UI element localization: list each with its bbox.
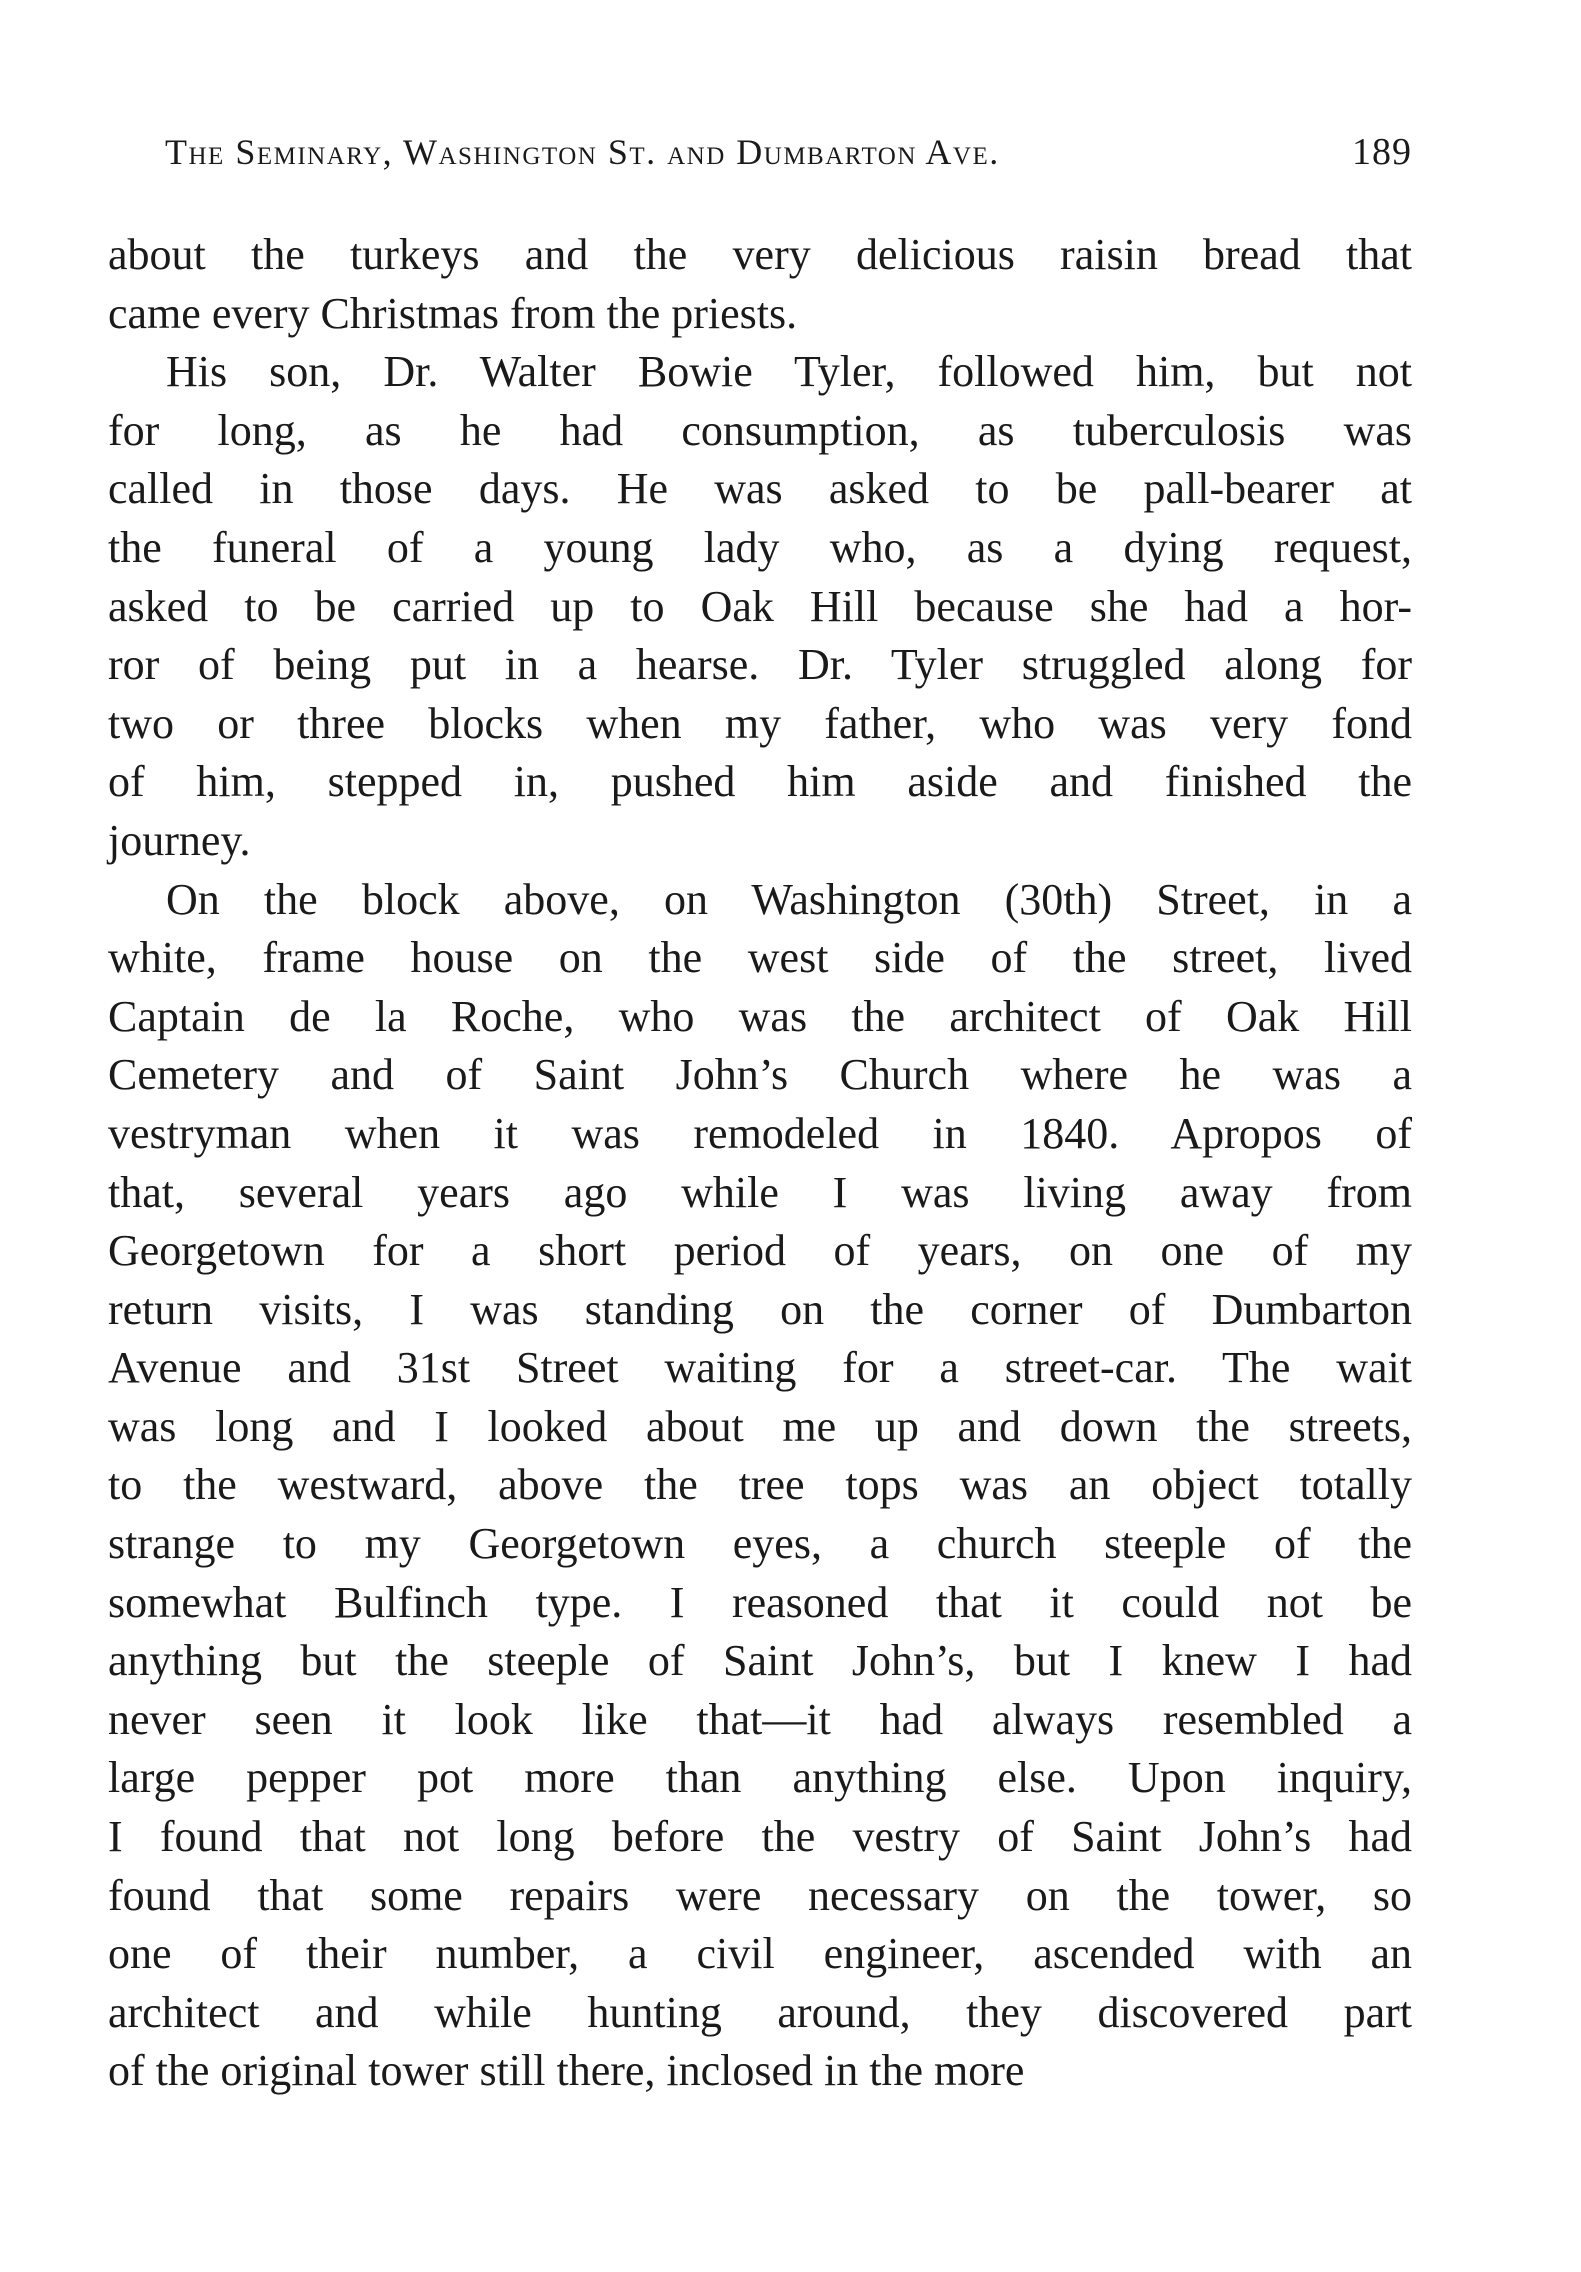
page-number: 189 [1352,131,1412,173]
paragraph [108,343,1412,870]
text-line: one of their number, a civil engineer, ascended with an [108,1929,1412,1979]
text-line: I found that not long before the vestry of Saint John’s had [108,1812,1412,1862]
text-line: Captain de la Roche, who was the architect of Oak Hill [108,991,1412,1041]
text-line: of him, stepped in, pushed him aside and finished the [108,757,1412,807]
text-line: white, frame house on the west side of the street, lived [108,933,1412,983]
text-line: two or three blocks when my father, who was very fond [108,698,1412,748]
text-line: about the turkeys and the very delicious raisin bread that [108,230,1412,279]
text-line: Avenue and 31st Street waiting for a street-car. The wait [108,1343,1412,1393]
text-line: called in those days. He was asked to be pall-bearer at [108,464,1412,514]
text-line: of the original tower still there, inclosed in the more [108,2046,1025,2096]
text-line: Cemetery and of Saint John’s Church where he was a [108,1050,1412,1100]
text-line: journey. [108,815,251,865]
text-line: Georgetown for a short period of years, on one of my [108,1226,1412,1276]
text-line: strange to my Georgetown eyes, a church steeple of the [108,1519,1412,1569]
text-line: that, several years ago while I was living away from [108,1167,1412,1217]
text-line: On the block above, on Washington (30th) Street, in a [166,874,1412,924]
text-line: was long and I looked about me up and down the streets, [108,1401,1412,1451]
text-line: His son, Dr. Walter Bowie Tyler, followed him, but not [166,347,1412,397]
running-head [165,130,1412,186]
text-line: somewhat Bulfinch type. I reasoned that it could not be [108,1577,1412,1627]
text-line: the funeral of a young lady who, as a dying request, [108,522,1412,572]
paragraph [108,226,1412,343]
text-line: anything but the steeple of Saint John’s, but I knew I had [108,1636,1412,1686]
running-title: The Seminary, Washington St. and Dumbarton Ave. [165,132,1000,172]
text-line: return visits, I was standing on the corner of Dumbarton [108,1284,1412,1334]
text-line: for long, as he had consumption, as tuberculosis was [108,405,1412,455]
paragraph [108,871,1412,2101]
text-line: ror of being put in a hearse. Dr. Tyler struggled along for [108,640,1412,690]
text-line: never seen it look like that—it had always resembled a [108,1694,1412,1744]
text-line: to the westward, above the tree tops was an object totally [108,1460,1412,1510]
text-line: vestryman when it was remodeled in 1840. Apropos of [108,1108,1412,1158]
text-line: came every Christmas from the priests. [108,288,798,338]
body-text [108,226,1412,2101]
text-line: architect and while hunting around, they discovered part [108,1987,1412,2037]
text-line: asked to be carried up to Oak Hill because she had a hor- [108,581,1412,631]
text-line: large pepper pot more than anything else. Upon inquiry, [108,1753,1412,1803]
text-line: found that some repairs were necessary on the tower, so [108,1870,1412,1920]
